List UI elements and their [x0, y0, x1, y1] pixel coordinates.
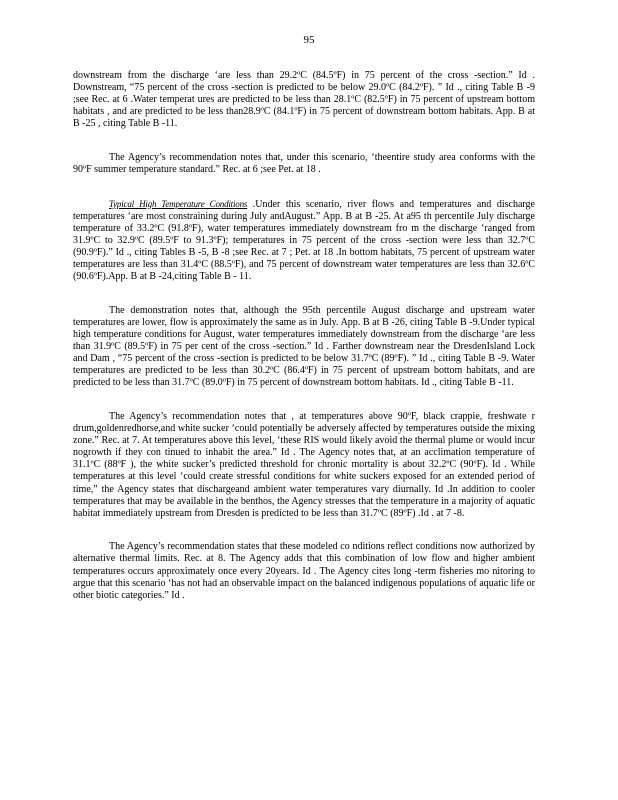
paragraph-text: downstream from the discharge ‘are less than 29.2ºC (84.5ºF) in 75 percent of the cross -section.” Id . Downstream, “75 percent of the cross -section is predicted to be below 29.0ºC (84.2ºF). ” Id ., citing Table B -9 ;see Rec. at 6 .Water temperat ures are predicted to be less than 28.1ºC (82.5ºF) in 75 percent of upstream bottom habitats , and are predicted to be less than28.9ºC (84.1ºF) in 75 percent of downstream bottom habitats. App. B at B -25 , citing Table B -11. [73, 70, 535, 130]
paragraph-text: .Under this scenario, river flows and temperatures and discharge temperatures ‘are most constraining during July andAugust.” App. B at B -25. At a95 th percentile July discharge temperature of 33.2ºC (91.8ºF), water temperatures immediately downstream fro m the discharge ‘ranged from 31.9ºC to 32.9ºC (89.5ºF to 91.3ºF); temperatures in 75 percent of the cross -section were less than 32.7ºC (90.9ºF).” Id ., citing Tables B -5, B -8 ;see Rec. at 7 ; Pet. at 18 .In bottom habitats, 75 percent of upstream water temperatures are less than 31.4ºC (88.5ºF), and 75 percent of downstream water temperatures are less than 32.6ºC (90.6ºF).App. B at B -24,citing Table B - 11. [73, 198, 535, 283]
paragraph-text: The Agency’s recommendation notes that , at temperatures above 90ºF, black crappie, freshwate r drum,goldenredhorse,and white sucker ‘could potentially be adversely affected by temperatures outside the mixing zone.” Rec. at 7. At temperatures above this level, ‘these RIS would likely avoid the thermal plume or would incur nogrowth if they con tinued to inhabit the area.” Id . The Agency notes that, at an acclimation temperature of 31.1ºC (88ºF ), the white sucker’s predicted threshold for chronic mortality is about 32.2ºC (90ºF). Id . While temperatures at this level ‘could create stressful conditions for white suckers exposed for an extended period of time,” the Agency states that dischargeand ambient water temperatures vary diurnally. Id .In addition to cooler temperatures that may be available in the benthos, the Agency stresses that the temperature in a majority of aquatic habitat immediately upstream from Dresden is predicted to be less than 31.7ºC (89ºF) .Id . at 7 -8. [73, 410, 535, 519]
paragraph-text: The Agency’s recommendation notes that, under this scenario, ‘theentire study area conforms with the 90ºF summer temperature standard.” Rec. at 6 ;see Pet. at 18 . [73, 151, 535, 176]
paragraph-3 [73, 198, 535, 284]
document-body [73, 70, 535, 623]
paragraph-text: The demonstration notes that, although the 95th percentile August discharge and upstream water temperatures are lower, flow is approximately the same as in July. App. B at B -26, citing Table B -9.Under typical high temperature conditions for August, water temperatures immediately downstream from the discharge ‘are less than 31.9ºC (89.5ºF) in 75 per cent of the cross -section.” Id . Farther downstream near the DresdenIsland Lock and Dam , “75 percent of the cross -section is predicted to be below 31.7ºC (89ºF). ” Id ., citing Table B -9. Water temperatures are predicted to be less than 30.2ºC (86.4ºF) in 75 percent of upstream bottom habitats, and are predicted to be less than 31.7ºC (89.0ºF) in 75 percent of downstream bottom habitats. Id ., citing Table B -11. [73, 304, 535, 389]
paragraph-1 [73, 70, 535, 130]
paragraph-5 [73, 411, 535, 520]
paragraph-4 [73, 305, 535, 390]
paragraph-2 [73, 152, 535, 176]
paragraph-6 [73, 541, 535, 601]
section-heading: Typical High Temperature Conditions [109, 198, 248, 209]
page-number: 95 [303, 34, 315, 46]
paragraph-text: The Agency’s recommendation states that these modeled co nditions reflect conditions now authorized by alternative thermal limits. Rec. at 8. The Agency adds that this combination of low flow and higher ambient temperatures occurs approximately once every 20years. Id . The Agency cites long -term fisheries mo nitoring to argue that this scenario ‘has not had an observable impact on the balanced indigenous populations of aquatic life or other biotic categories.” Id . [73, 541, 535, 601]
